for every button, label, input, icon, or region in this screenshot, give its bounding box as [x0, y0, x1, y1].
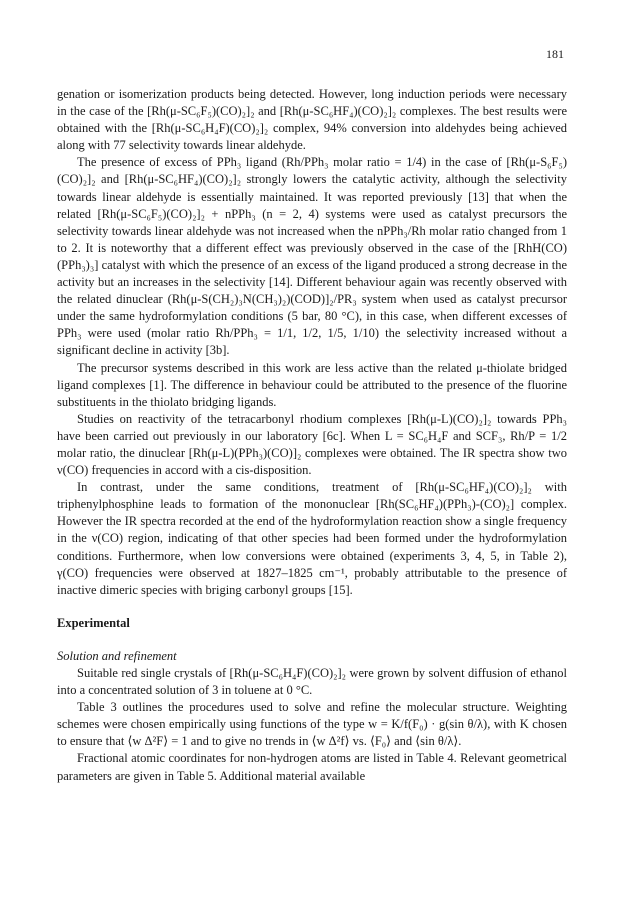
paragraph-reactivity-studies: Studies on reactivity of the tetracarbonyl rhodium complexes [Rh(μ-L)(CO)₂]₂ towards PPh₃ have been carried out previously in our laboratory [6c]. When L = SC₆H₄F and SCF₃, Rh/P = 1/2 molar ratio, the dinuclear [Rh(μ-L)(PPh₃)(CO)]₂ complexes were obtained. The IR spectra show two ν(CO) frequencies in accord with a cis-disposition.: [57, 411, 567, 478]
subsection-heading-solution: Solution and refinement: [57, 648, 177, 663]
page-number: 181: [546, 47, 564, 61]
paragraph-precursor-systems: The precursor systems described in this work are less active than the related μ-thiolate bridged ligand complexes [1]. The difference in behaviour could be attributed to the presence of the fluorine substituents in the thiolato bridging ligands.: [57, 360, 567, 409]
paragraph-table3: Table 3 outlines the procedures used to solve and refine the molecular structure. Weighting schemes were chosen empirically using functions of the type w = K/f(F₀) · g(sin θ/λ), with K chosen to ensure that ⟨w Δ²F⟩ = 1 and to give no trends in ⟨w Δ²f⟩ vs. ⟨F₀⟩ and ⟨sin θ/λ⟩.: [57, 700, 567, 749]
paragraph-contrast: In contrast, under the same conditions, treatment of [Rh(μ-SC₆HF₄)(CO)₂]₂ with triphenylphosphine leads to formation of the mononuclear [Rh(SC₆HF₄)(PPh₃)-(CO)₂] complex. However the IR spectra recorded at the end of the hydroformylation reaction show a single frequency in the ν(CO) region, indicating of that other species had been formed under the hydroformylation conditions. Furthermore, when low conversions were obtained (experiments 3, 4, 5, in Table 2), γ(CO) frequencies were observed at 1827–1825 cm⁻¹, probably attributable to the presence of inactive dimeric species with briging carbonyl groups [15].: [57, 480, 567, 597]
section-heading-experimental: Experimental: [57, 615, 130, 630]
paragraph-coordinates: Fractional atomic coordinates for non-hydrogen atoms are listed in Table 4. Relevant geometrical parameters are given in Table 5. Additional material available: [57, 751, 567, 783]
main-text: [57, 86, 567, 785]
paragraph-continuation: genation or isomerization products being detected. However, long induction periods were necessary in the case of the [Rh(μ-SC₆F₅)(CO)₂]₂ and [Rh(μ-SC₆HF₄)(CO)₂]₂ complexes. The best results were obtained with the [Rh(μ-SC₆H₄F)(CO)₂]₂ complex, 94% conversion into aldehydes being achieved along with 77 selectivity towards linear aldehyde.: [57, 87, 567, 153]
paragraph-pph3-excess: The presence of excess of PPh₃ ligand (Rh/PPh₃ molar ratio = 1/4) in the case of [Rh(μ-S₆F₅)(CO)₂]₂ and [Rh(μ-SC₆HF₄)(CO)₂]₂ strongly lowers the catalytic activity, although the selectivity towards linear aldehyde is essentially maintained. It was reported previously [13] that when the related [Rh(μ-SC₆F₅)(CO)₂]₂ + nPPh₃ (n = 2, 4) systems were used as catalyst precursors the selectivity towards linear aldehyde was not increased when the nPPh₃/Rh molar ratio changed from 1 to 2. It is noteworthy that a different effect was previously observed in the case of the [RhH(CO)(PPh₃)₃] catalyst with which the presence of an excess of the ligand produced a strong decrease in the activity but an increases in the selectivity [14]. Different behaviour again was recently observed with the related dinuclear (Rh(μ-S(CH₂)₃N(CH₃)₂)(COD)]₂/PR₃ system when used as catalyst precursor under the same hydroformylation conditions (5 bar, 80 °C), in this case, when different excesses of PPh₃ were used (molar ratio Rh/PPh₃ = 1/1, 1/2, 1/5, 1/10) the selectivity increased without a significant decline in activity [3b].: [57, 155, 567, 358]
paragraph-crystals: Suitable red single crystals of [Rh(μ-SC₆H₄F)(CO)₂]₂ were grown by solvent diffusion of ethanol into a concentrated solution of 3 in toluene at 0 °C.: [57, 666, 567, 698]
